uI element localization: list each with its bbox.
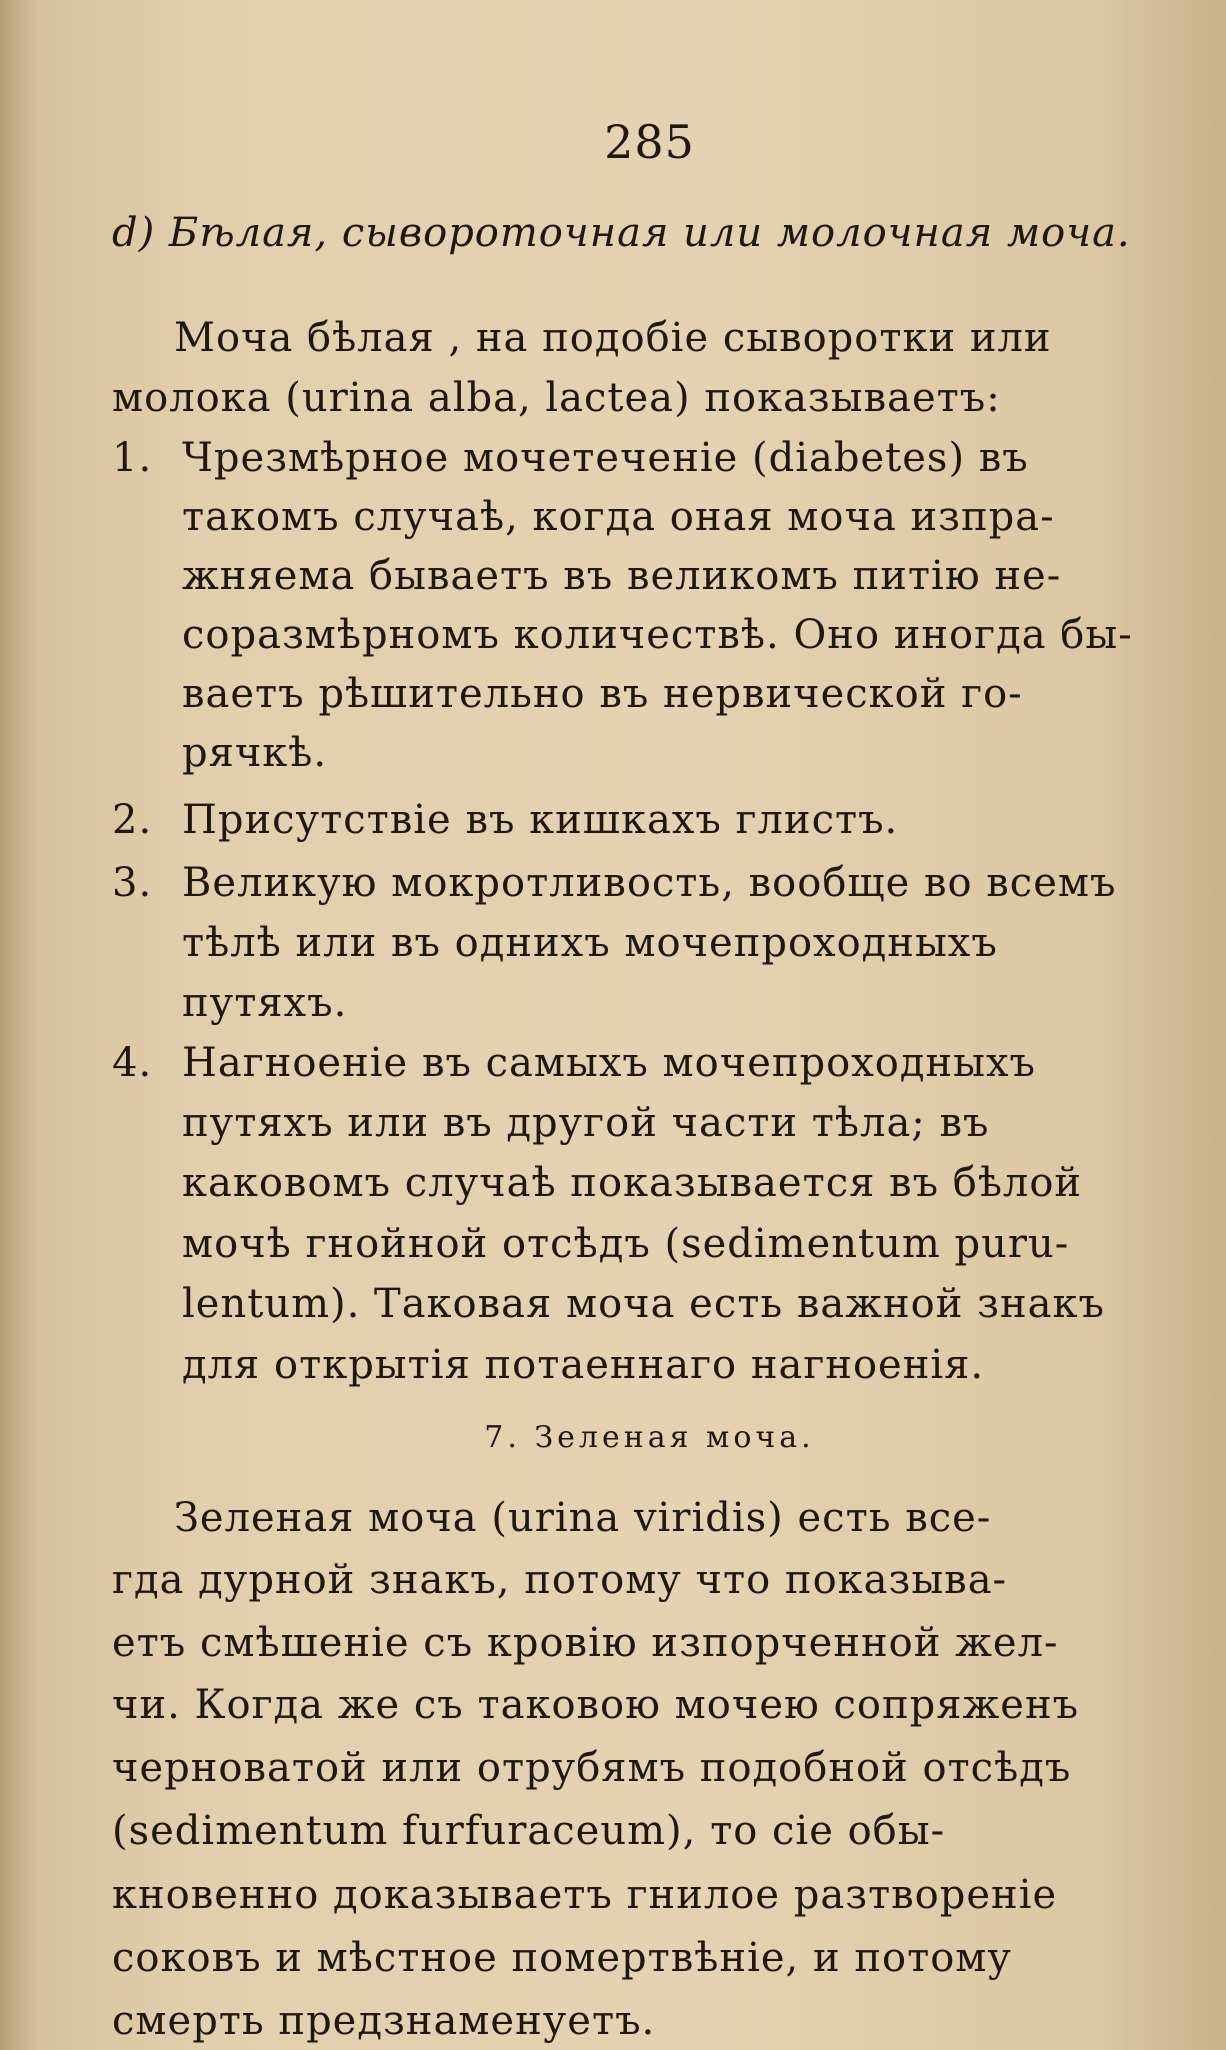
text-line: молока (urina alba, lactea) показываетъ:	[112, 375, 1001, 421]
text-line: Чрезмѣрное мочетеченіе (diabetes) въ	[182, 435, 1029, 481]
text-line: соразмѣрномъ количествѣ. Оно иногда бы-	[182, 612, 1133, 658]
text-line: тѣлѣ или въ однихъ мочепроходныхъ	[182, 920, 998, 966]
text-line: каковомъ случаѣ показывается въ бѣлой	[182, 1160, 1083, 1206]
text-line: чи. Когда же съ таковою мочею сопряженъ	[112, 1682, 1080, 1728]
text-line: путяхъ или въ другой части тѣла; въ	[182, 1100, 990, 1146]
section-heading: d) Бѣлая, сывороточная или молочная моча.	[112, 210, 1131, 256]
item-number: 2.	[112, 797, 153, 843]
text-line: соковъ и мѣстное помертвѣніе, и потому	[112, 1935, 1012, 1981]
item-number: 1.	[112, 435, 153, 481]
text-line: Присутствіе въ кишкахъ глистъ.	[182, 797, 899, 843]
text-line: путяхъ.	[182, 980, 348, 1026]
text-line: мочѣ гнойной отсѣдъ (sedimentum puru-	[182, 1221, 1070, 1267]
item-number: 4.	[112, 1040, 153, 1086]
text-line: для открытія потаеннаго нагноенія.	[182, 1342, 985, 1388]
text-line: смерть предзнаменуетъ.	[112, 1998, 656, 2044]
text-line: етъ смѣшеніе съ кровію изпорченной жел-	[112, 1620, 1059, 1666]
text-line: такомъ случаѣ, когда оная моча изпра-	[182, 494, 1055, 540]
text-line: Нагноеніе въ самыхъ мочепроходныхъ	[182, 1040, 1036, 1086]
text-line: гда дурной знакъ, потому что показыва-	[112, 1557, 1008, 1603]
subsection-heading: 7. Зеленая моча.	[484, 1420, 815, 1455]
item-number: 3.	[112, 860, 153, 906]
text-line: lentum). Таковая моча есть важной знакъ	[182, 1281, 1105, 1327]
text-line: ваетъ рѣшительно въ нервической го-	[182, 671, 1023, 717]
text-line: Зеленая моча (urina viridis) есть все-	[174, 1495, 992, 1541]
text-line: жняема бываетъ въ великомъ питію не-	[182, 553, 1062, 599]
text-line: (sedimentum furfuraceum), то сіе обы-	[112, 1808, 946, 1854]
text-line: черноватой или отрубямъ подобной отсѣдъ	[112, 1745, 1072, 1791]
text-line: Великую мокротливость, вообще во всемъ	[182, 860, 1117, 906]
text-line: Моча бѣлая , на подобіе сыворотки или	[174, 315, 1052, 361]
text-line: кновенно доказываетъ гнилое разтвореніе	[112, 1872, 1058, 1918]
page-number: 285	[604, 115, 695, 169]
text-line: рячкѣ.	[182, 730, 328, 776]
